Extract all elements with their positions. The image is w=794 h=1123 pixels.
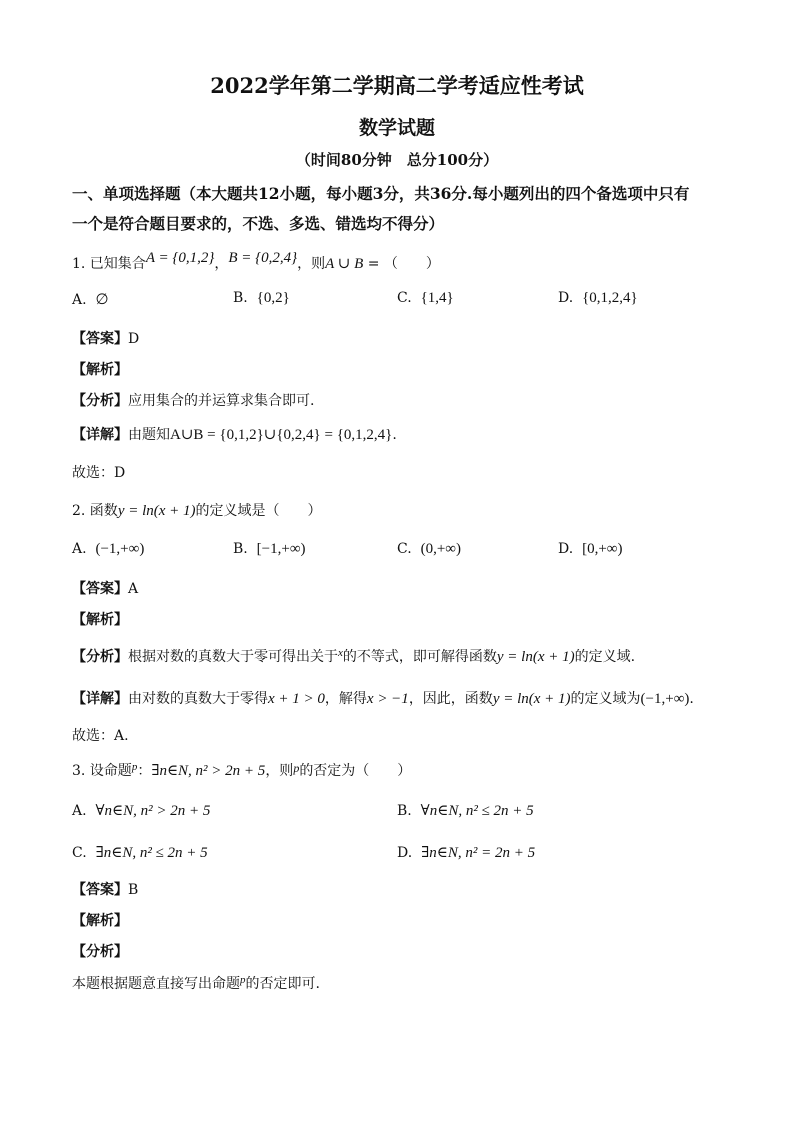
q1-set-a: A = {0,1,2}: [145, 250, 215, 266]
q3-option-a: A. ∀n∈N, n² > 2n + 5: [72, 803, 211, 819]
question-3-stem: 3. 设命题$^p$：∃n∈N, n² > 2n + 5，则p的否定为（ ）: [72, 761, 412, 779]
q2-func: y = ln(x + 1): [117, 503, 196, 519]
q3-analysis-tag: 【解析】: [72, 913, 128, 929]
q2-analysis-tag: 【解析】: [72, 612, 128, 628]
exam-title: 2022学年第二学期高二学考适应性考试: [210, 73, 584, 98]
q2-option-d: D. [0,+∞): [558, 541, 623, 557]
q2-detail: 【详解】由对数的真数大于零得x + 1 > 0，解得x > −1，因此，函数y = ln(x + 1)的定义域为(−1,+∞).: [72, 691, 694, 707]
q1-option-b: B. {0,2}: [233, 290, 290, 306]
q1-expr: A ∪ B: [325, 256, 364, 272]
q2-answer: 【答案】A: [72, 581, 139, 597]
section-heading-line2: 一个是符合题目要求的，不选、多选、错选均不得分）: [72, 214, 445, 233]
q1-conclusion: 故选：D: [72, 465, 126, 481]
q1-analysis-tag: 【解析】: [72, 362, 128, 378]
q1-detail: 【详解】由题知A∪B = {0,1,2}∪{0,2,4} = {0,1,2,4}.: [72, 427, 397, 443]
q2-option-a: A. (−1,+∞): [72, 541, 145, 557]
q3-option-d: D. ∃n∈N, n² = 2n + 5: [397, 845, 536, 861]
q3-fenxi-tag: 【分析】: [72, 944, 128, 960]
q3-option-b: B. ∀n∈N, n² ≤ 2n + 5: [397, 803, 534, 819]
q1-mid: ，则: [297, 256, 326, 272]
q1-answer: 【答案】D: [72, 331, 140, 347]
q2-fenxi: 【分析】根据对数的真数大于零可得出关于$^x$的不等式，即可解得函数y = ln(x + 1)的定义域.: [72, 647, 636, 665]
q1-option-d: D. {0,1,2,4}: [558, 290, 638, 306]
exam-time-note: （时间80分钟 总分100分）: [295, 151, 499, 169]
q1-prefix: 1. 已知集合: [72, 256, 146, 272]
q1-fenxi: 【分析】应用集合的并运算求集合即可.: [72, 393, 315, 409]
q1-set-b: B = {0,2,4}: [228, 250, 298, 266]
q3-answer: 【答案】B: [72, 882, 139, 898]
question-2-stem: 2. 函数y = ln(x + 1)的定义域是（ ）: [72, 503, 322, 519]
question-1-stem: [72, 250, 440, 273]
q1-option-a: A. ∅: [72, 292, 109, 308]
section-heading-line1: 一、单项选择题（本大题共12小题，每小题3分，共36分.每小题列出的四个备选项中只有: [72, 184, 690, 203]
q1-option-c: C. {1,4}: [397, 290, 454, 306]
exam-subject: 数学试题: [358, 117, 435, 139]
q1-sep: ，: [214, 256, 229, 272]
q3-option-c: C. ∃n∈N, n² ≤ 2n + 5: [72, 845, 208, 861]
q1-suffix: = （ ）: [363, 256, 440, 272]
q2-option-b: B. [−1,+∞): [233, 541, 306, 557]
q2-option-c: C. (0,+∞): [397, 541, 461, 557]
q3-final: 本题根据题意直接写出命题$^p$的否定即可.: [72, 974, 320, 992]
q2-conclusion: 故选：A.: [72, 728, 129, 744]
